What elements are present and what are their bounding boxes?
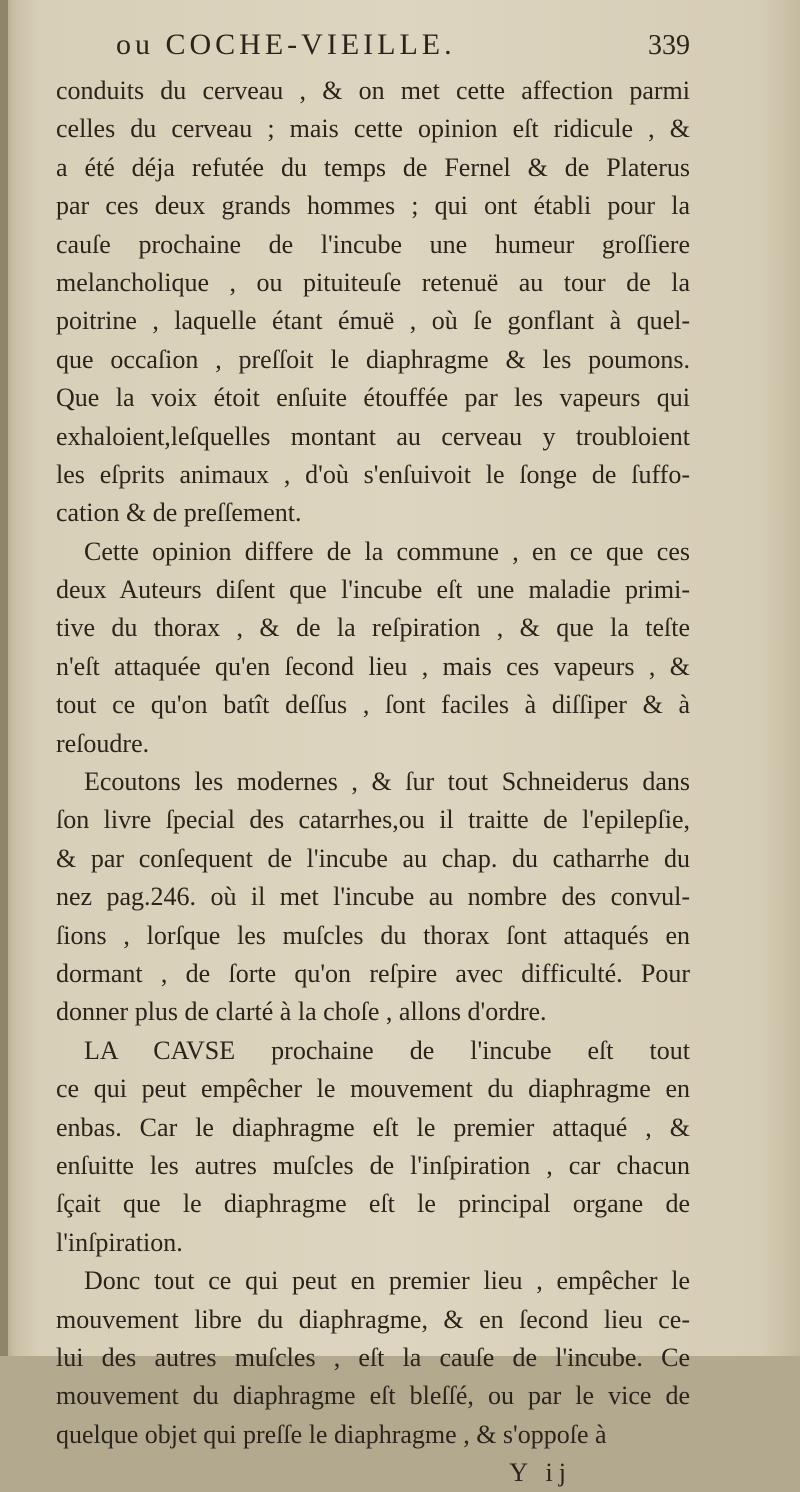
- text-line: poitrine , laquelle étant émuë , où ſe gonflant à quel-: [56, 306, 690, 336]
- signature-mark: Y ij: [509, 1458, 572, 1488]
- text-line: exhaloient,leſquelles montant au cerveau y troubloient: [56, 421, 690, 451]
- paragraph: [56, 72, 690, 533]
- text-line: Donc tout ce qui peut en premier lieu , empêcher le: [84, 1266, 690, 1296]
- text-line: ſon livre ſpecial des catarrhes,ou il traitte de l'epilepſie,: [56, 805, 690, 835]
- book-spine-shadow: [0, 0, 8, 1356]
- text-line: n'eſt attaquée qu'en ſecond lieu , mais ces vapeurs , &: [56, 651, 690, 681]
- text-line: cauſe prochaine de l'incube une humeur groſſiere: [56, 229, 690, 259]
- text-line: deux Auteurs diſent que l'incube eſt une maladie primi-: [56, 575, 690, 605]
- text-block: [56, 28, 690, 1492]
- text-line: les eſprits animaux , d'où s'enſuivoit le ſonge de ſuffo-: [56, 459, 690, 489]
- paragraph: [56, 1032, 690, 1262]
- text-line: cation & de preſſement.: [56, 498, 302, 528]
- paragraph: [56, 1262, 690, 1454]
- text-line: Que la voix étoit enſuite étouffée par les vapeurs qui: [56, 383, 690, 413]
- text-line: mouvement libre du diaphragme, & en ſecond lieu ce-: [56, 1304, 690, 1334]
- text-line: tout ce qu'on batît deſſus , ſont faciles à diſſiper & à: [56, 690, 690, 720]
- text-line: Ecoutons les modernes , & ſur tout Schneiderus dans: [84, 767, 690, 797]
- running-title: ou COCHE-VIEILLE.: [116, 28, 456, 61]
- page-number: 339: [648, 30, 690, 61]
- text-line: ſçait que le diaphragme eſt le principal organe de: [56, 1189, 690, 1219]
- text-line: enbas. Car le diaphragme eſt le premier attaqué , &: [56, 1112, 690, 1142]
- text-line: donner plus de clarté à la choſe , allons d'ordre.: [56, 997, 547, 1027]
- text-line: melancholique , ou pituiteuſe retenuë au tour de la: [56, 267, 690, 297]
- text-line: nez pag.246. où il met l'incube au nombre des convul-: [56, 882, 690, 912]
- text-line: LA CAVSE prochaine de l'incube eſt tout: [84, 1035, 690, 1065]
- text-line: tive du thorax , & de la reſpiration , & que la teſte: [56, 613, 690, 643]
- text-line: ce qui peut empêcher le mouvement du diaphragme en: [56, 1074, 690, 1104]
- text-line: par ces deux grands hommes ; qui ont établi pour la: [56, 191, 690, 221]
- text-line: enſuitte les autres muſcles de l'inſpiration , car chacun: [56, 1150, 690, 1180]
- text-line: conduits du cerveau , & on met cette affection parmi: [56, 76, 690, 105]
- paragraph: [56, 533, 690, 763]
- text-line: dormant , de ſorte qu'on reſpire avec difficulté. Pour: [56, 958, 690, 988]
- text-line: a été déja refutée du temps de Fernel & de Platerus: [56, 152, 690, 182]
- text-line: ſions , lorſque les muſcles du thorax ſont attaqués en: [56, 920, 690, 950]
- text-line: quelque objet qui preſſe le diaphragme , & s'oppoſe à: [56, 1419, 607, 1449]
- text-line: lui des autres muſcles , eſt la cauſe de l'incube. Ce: [56, 1342, 690, 1372]
- text-line: & par conſequent de l'incube au chap. du catharrhe du: [56, 843, 690, 873]
- running-head: [56, 28, 690, 72]
- text-line: l'inſpiration.: [56, 1227, 183, 1257]
- paragraph: [56, 763, 690, 1032]
- text-line: celles du cerveau ; mais cette opinion eſt ridicule , &: [56, 114, 690, 144]
- body-text: [56, 72, 690, 1454]
- text-line: reſoudre.: [56, 728, 150, 758]
- text-line: que occaſion , preſſoit le diaphragme & les poumons.: [56, 344, 690, 374]
- text-line: Cette opinion differe de la commune , en ce que ces: [84, 536, 690, 566]
- text-line: mouvement du diaphragme eſt bleſſé, ou par le vice de: [56, 1381, 690, 1411]
